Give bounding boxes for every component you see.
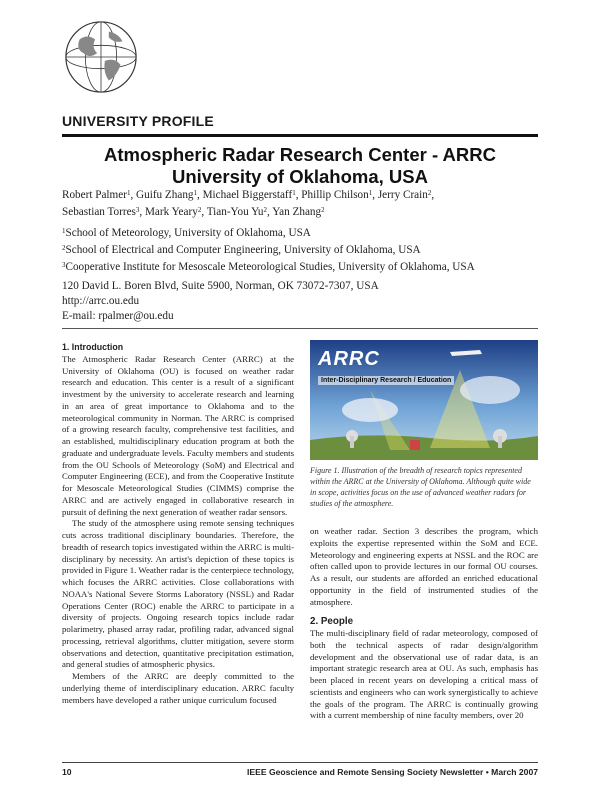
- affiliation-marker: 1: [193, 189, 198, 197]
- author-name: Mark Yeary: [144, 206, 198, 218]
- affiliation-marker: 2: [321, 206, 325, 214]
- author-list: [62, 187, 532, 221]
- website-link[interactable]: http://arrc.ou.edu: [62, 295, 140, 307]
- figure-banner: Inter-Disciplinary Research / Education: [318, 376, 454, 385]
- contact-block: [62, 279, 532, 324]
- figure-caption: Figure 1. Illustration of the breadth of research topics represented within the ARRC at the University of Oklahoma. Although quite wide in scope, activities focus on the use of advanced weather radars for studies of the atmosphere.: [310, 466, 531, 508]
- section-heading-introduction: 1. Introduction: [62, 342, 124, 352]
- author-name: Jerry Crain: [377, 189, 428, 201]
- author-line-2: Sebastian Torres$^3$, Mark Yeary$^2$, Tian-You Yu$^2$, Yan Zhang$^2$: [62, 206, 325, 218]
- affiliation: $^3$Cooperative Institute for Mesoscale Meteorological Studies, University of Oklahoma, USA: [62, 261, 475, 273]
- title-line-1: Atmospheric Radar Research Center - ARRC: [103, 144, 497, 165]
- affiliation: $^1$School of Meteorology, University of Oklahoma, USA: [62, 227, 311, 239]
- body-paragraph: The study of the atmosphere using remote sensing techniques cuts across traditional disciplinary boundaries. Therefore, the breadth of research topics investigated within the ARRC is multi-disciplinary by necessity. An artist's depiction of these topics is provided in Figure 1. Weather radar is the centerpiece technology, which focuses the ARRC activities. Close collaborations with NOAA's National Severe Storms Laboratory (NSSL) and Radar Operations Center (ROC) enable the ARRC to participate in a diversity of projects. Ongoing research topics include radar polarimetry, phased array radar, profiling radar, advanced signal processing, retrieval algorithms, clutter mitigation, severe storm observations and detection, quantitative precipitation estimation, and general studies of atmospheric physics.: [62, 518, 294, 670]
- author-name: Phillip Chilson: [301, 189, 369, 201]
- section-heading-people: 2. People: [310, 616, 354, 628]
- body-paragraph: Members of the ARRC are deeply committed to the underlying theme of interdisciplinary education. ARRC faculty members have developed a rather unique curriculum focused: [62, 671, 294, 705]
- affiliation-marker: 2: [263, 206, 268, 214]
- affiliation: $^2$School of Electrical and Computer Engineering, University of Oklahoma, USA: [62, 244, 421, 256]
- globe-logo-icon: [62, 18, 140, 96]
- author-name: Yan Zhang: [272, 206, 322, 218]
- affiliation-marker: 3: [135, 206, 140, 214]
- title-line-2: University of Oklahoma, USA: [172, 166, 428, 187]
- affiliation-marker: 2: [427, 189, 432, 197]
- author-name: Michael Biggerstaff: [202, 189, 293, 201]
- affiliation-marker: 1: [368, 189, 373, 197]
- author-name: Robert Palmer: [62, 189, 127, 201]
- journal-footer: IEEE Geoscience and Remote Sensing Society Newsletter • March 2007: [246, 767, 538, 777]
- author-name: Guifu Zhang: [136, 189, 194, 201]
- figure-1-illustration: [310, 340, 538, 460]
- author-name: Sebastian Torres: [62, 206, 136, 218]
- body-paragraph: on weather radar. Section 3 describes the program, which exploits the expertise represented within the SoM and ECE. Meteorology and engineering experts at NSSL and the ROC are often called upon to provide lectures in our formal OU courses. As a result, our students are afforded an enriched educational opportunity in the field of instrumented studies of the atmosphere.: [310, 526, 538, 607]
- divider: [62, 328, 538, 329]
- body-paragraph: The multi-disciplinary field of radar meteorology, composed of both the technical aspects of radar design/algorithm development and the observational use of radar data, is an important strategic research area at OU. As such, emphasis has been placed in recent years on developing a critical mass of scientists and engineers who can work synergistically to achieve the goals of the program. The ARRC is continually growing with a current membership of nine faculty members, over 20: [310, 628, 538, 721]
- email-address[interactable]: E-mail: rpalmer@ou.edu: [62, 310, 174, 322]
- affiliation-marker: 2: [197, 206, 202, 214]
- right-column: [310, 526, 538, 722]
- page-number: 10: [62, 767, 72, 777]
- left-column: [62, 342, 294, 706]
- affiliation-list: [62, 225, 532, 276]
- header-rule: [62, 134, 538, 137]
- affiliation-marker: 1: [126, 189, 131, 197]
- page-title: [62, 144, 538, 188]
- author-line-1: Robert Palmer$^1$, Guifu Zhang$^1$, Michael Biggerstaff$^1$, Phillip Chilson$^1$, Jerry Crain$^2$,: [62, 189, 435, 201]
- body-paragraph: The Atmospheric Radar Research Center (ARRC) at the University of Oklahoma (OU) is focused on weather radar research and education. This center is a result of a significant investment by the university to accelerate research and learning in an area of great importance to Oklahoma and to the meteorological community in Norman. The ARRC is comprised of a growing research faculty, comprehensive test facilities, and an established, multidisciplinary education program at both the graduate and undergraduate levels. Faculty members and students from the OU Schools of Meteorology (SoM) and Electrical and Computer Engineering (ECE), and from the Cooperative Institute for Mesoscale Meteorological Studies (CIMMS) comprise the ARRC and are actively engaged in collaborative research in pursuit of defining the next generation of weather radar sensors.: [62, 353, 294, 517]
- postal-address: 120 David L. Boren Blvd, Suite 5900, Norman, OK 73072-7307, USA: [62, 280, 379, 292]
- affiliation-marker: 1: [292, 189, 296, 197]
- footer-rule: [62, 762, 538, 763]
- author-name: Tian-You Yu: [206, 206, 264, 218]
- section-label: UNIVERSITY PROFILE: [62, 113, 214, 129]
- figure-logo: ARRC: [318, 348, 380, 370]
